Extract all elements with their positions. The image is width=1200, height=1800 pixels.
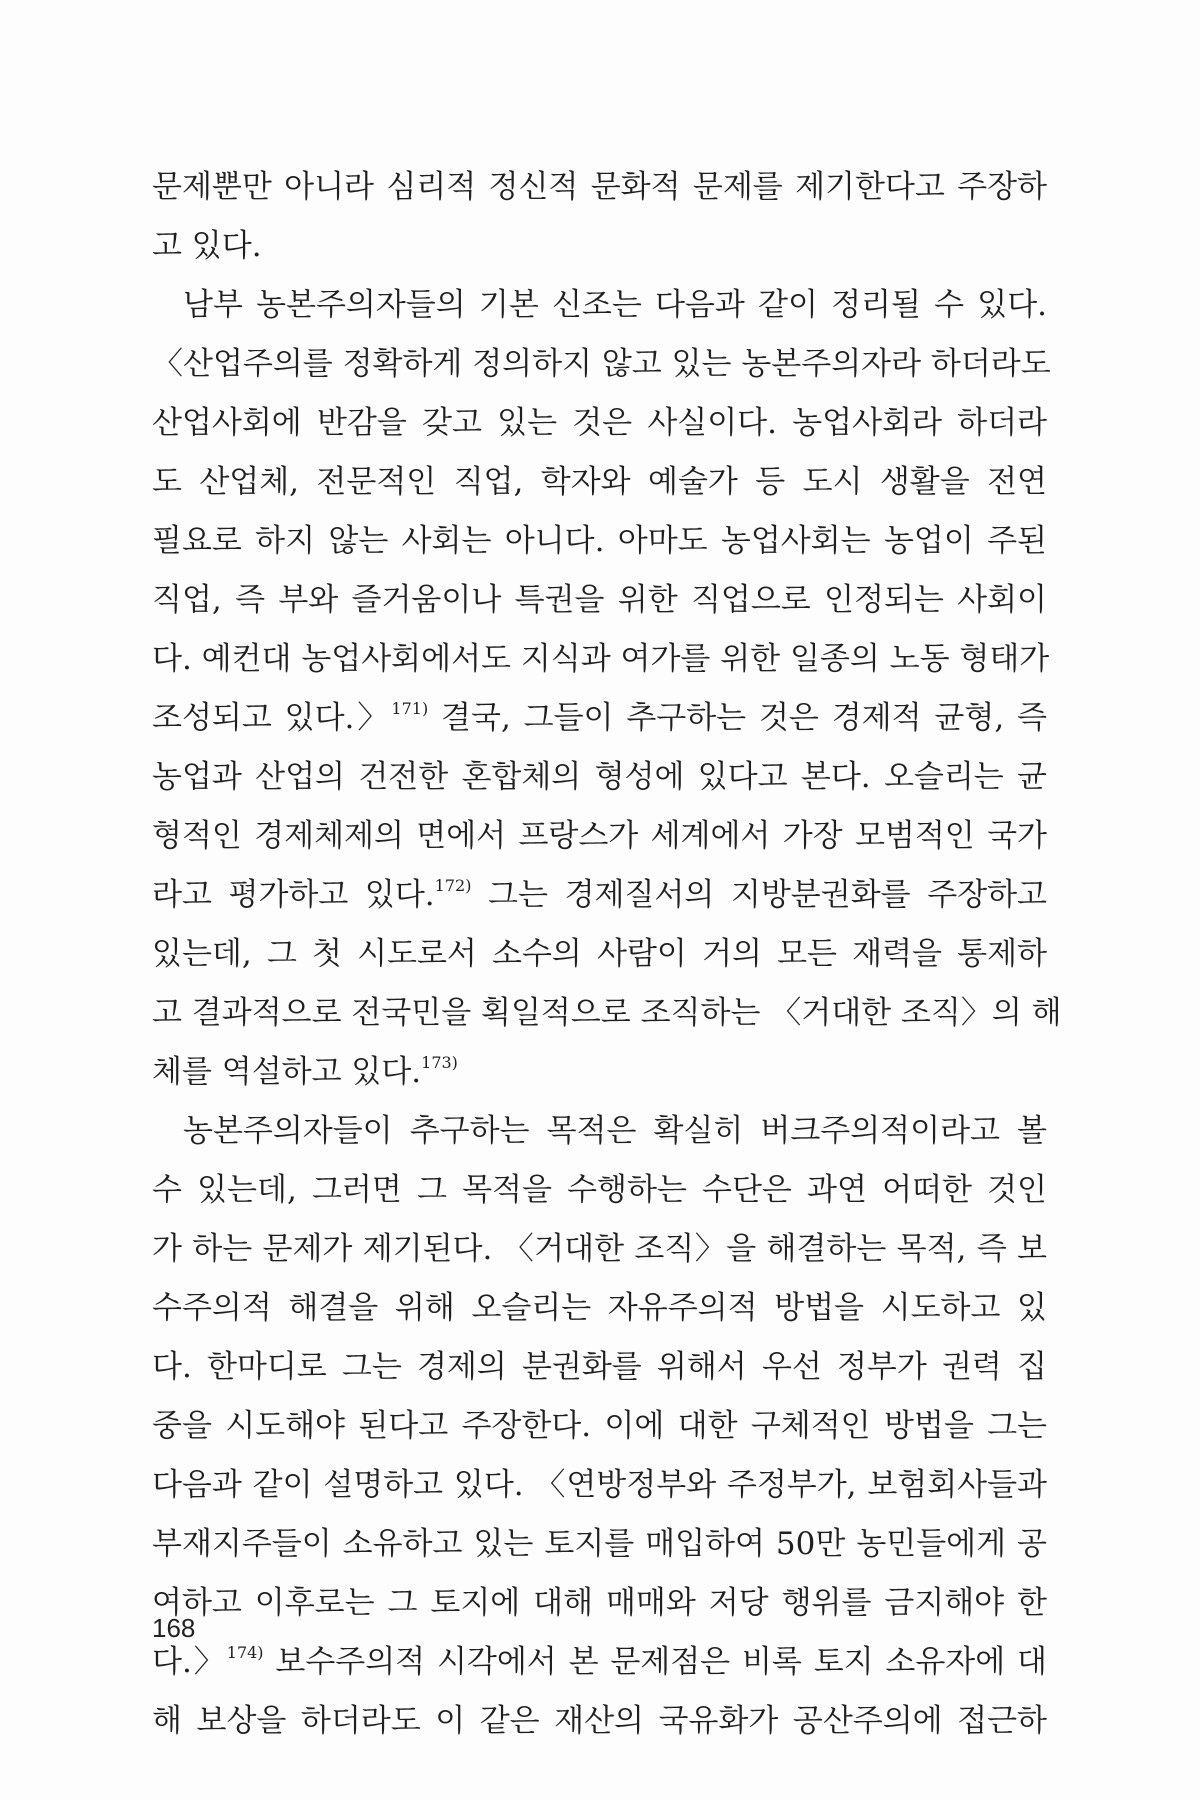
text-line: 여하고 이후로는 그 토지에 대해 매매와 저당 행위를 금지해야 한	[152, 1585, 1047, 1621]
text-fragment: 결국, 그들이 추구하는 것은 경제적 균형, 즉	[428, 700, 1047, 736]
text-fragment: 그는 경제질서의 지방분권화를 주장하고	[471, 877, 1047, 913]
text-line: 직업, 즉 부와 즐거움이나 특권을 위한 직업으로 인정되는 사회이	[152, 582, 1047, 618]
text-line: 농업과 산업의 건전한 혼합체의 형성에 있다고 본다. 오슬리는 균	[152, 759, 1047, 795]
text-line	[152, 1633, 1047, 1692]
body-text	[152, 158, 1062, 1751]
text-line	[152, 689, 1047, 748]
footnote-marker-173: 173)	[421, 1053, 458, 1072]
text-fragment: 조성되고 있다.〉	[152, 700, 392, 736]
text-line: 〈산업주의를 정확하게 정의하지 않고 있는 농본주의자라 하더라도	[152, 346, 1051, 382]
text-line: 문제뿐만 아니라 심리적 정신적 문화적 문제를 제기한다고 주장하	[152, 169, 1047, 205]
text-line: 부재지주들이 소유하고 있는 토지를 매입하여 50만 농민들에게 공	[152, 1526, 1047, 1562]
text-line: 농본주의자들이 추구하는 목적은 확실히 버크주의적이라고 볼	[183, 1113, 1047, 1149]
text-line: 필요로 하지 않는 사회는 아니다. 아마도 농업사회는 농업이 주된	[152, 523, 1047, 559]
text-line: 중을 시도해야 된다고 주장한다. 이에 대한 구체적인 방법을 그는	[152, 1408, 1047, 1444]
text-line: 고 있다.	[152, 228, 262, 264]
text-line: 고 결과적으로 전국민을 획일적으로 조직하는 〈거대한 조직〉의 해	[152, 995, 1062, 1031]
text-line: 도 산업체, 전문적인 직업, 학자와 예술가 등 도시 생활을 전연	[152, 464, 1047, 500]
text-fragment: 라고 평가하고 있다.	[152, 877, 435, 913]
text-line	[152, 866, 1047, 925]
text-line: 형적인 경제체제의 면에서 프랑스가 세계에서 가장 모범적인 국가	[152, 818, 1047, 854]
text-line: 다음과 같이 설명하고 있다. 〈연방정부와 주정부가, 보험회사들과	[152, 1467, 1047, 1503]
text-line: 가 하는 문제가 제기된다. 〈거대한 조직〉을 해결하는 목적, 즉 보	[152, 1231, 1047, 1267]
text-line: 산업사회에 반감을 갖고 있는 것은 사실이다. 농업사회라 하더라	[152, 405, 1047, 441]
text-line: 수 있는데, 그러면 그 목적을 수행하는 수단은 과연 어떠한 것인	[152, 1172, 1047, 1208]
text-line	[152, 1043, 1047, 1102]
text-line: 해 보상을 하더라도 이 같은 재산의 국유화가 공산주의에 접근하	[152, 1703, 1047, 1739]
text-line: 있는데, 그 첫 시도로서 소수의 사람이 거의 모든 재력을 통제하	[152, 936, 1047, 972]
footnote-marker-171: 171)	[391, 699, 429, 718]
footnote-marker-172: 172)	[434, 876, 472, 895]
text-line: 다. 한마디로 그는 경제의 분권화를 위해서 우선 정부가 권력 집	[152, 1349, 1047, 1385]
text-line: 다. 예컨대 농업사회에서도 지식과 여가를 위한 일종의 노동 형태가	[152, 641, 1050, 677]
text-fragment: 보수주의적 시각에서 본 문제점은 비록 토지 소유자에 대	[263, 1644, 1047, 1680]
text-line: 남부 농본주의자들의 기본 신조는 다음과 같이 정리될 수 있다.	[183, 287, 1047, 323]
text-fragment: 다.〉	[152, 1644, 227, 1680]
footnote-marker-174: 174)	[226, 1643, 264, 1662]
page-number: 168	[152, 1613, 196, 1643]
text-line: 수주의적 해결을 위해 오슬리는 자유주의적 방법을 시도하고 있	[152, 1290, 1047, 1326]
text-fragment: 체를 역설하고 있다.	[152, 1054, 422, 1090]
